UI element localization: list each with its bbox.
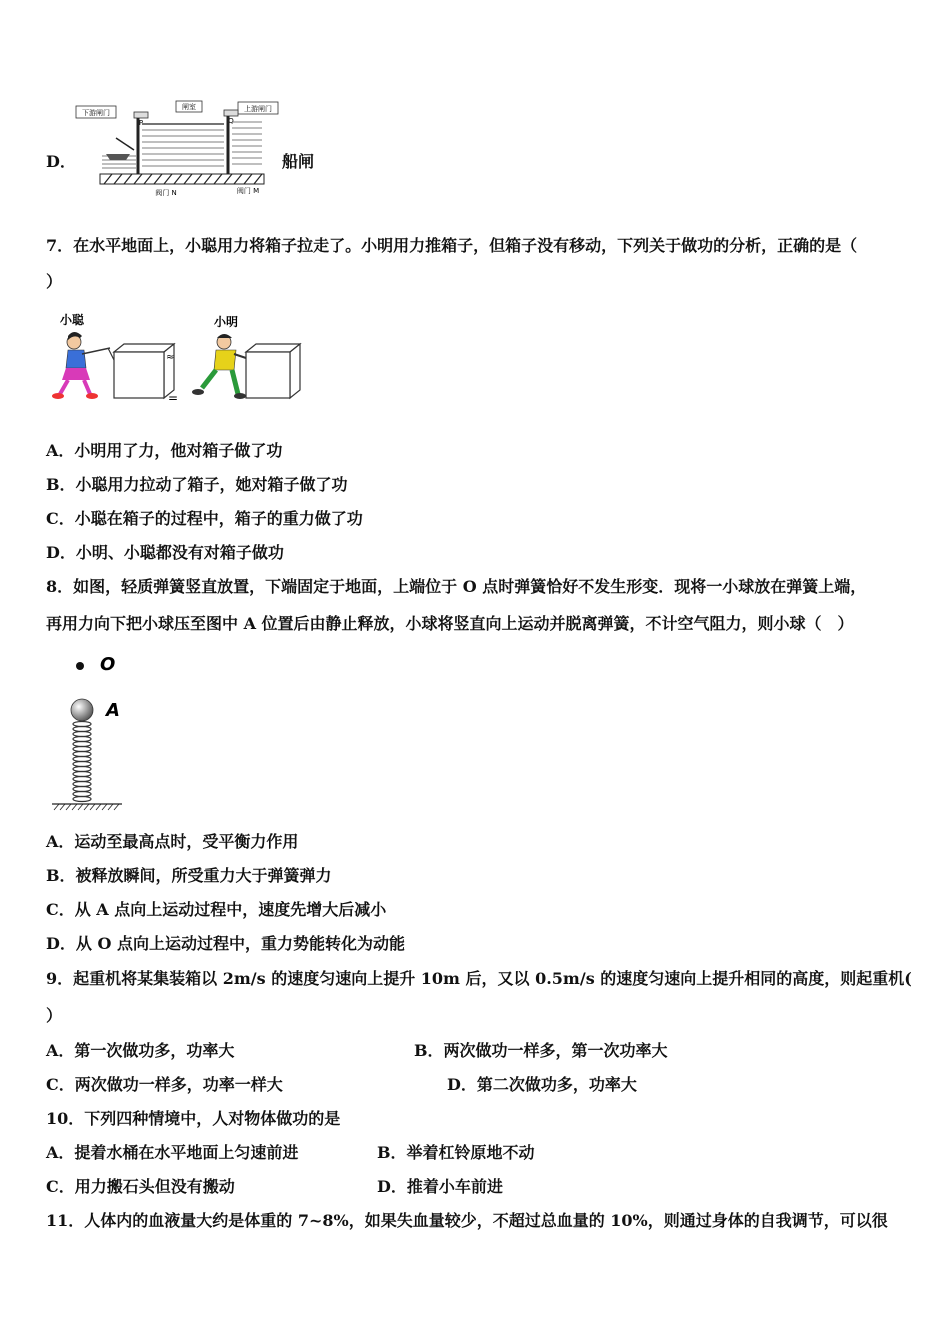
q9-option-c: C．两次做功一样多，功率一样大 (46, 1075, 283, 1094)
q8-option-c: C．从 A 点向上运动过程中，速度先增大后减小 (46, 900, 387, 919)
svg-text:≈: ≈ (166, 352, 175, 363)
q7-option-c: C．小聪在箱子的过程中，箱子的重力做了功 (46, 509, 363, 528)
q6-option-d-label: D． (46, 152, 76, 171)
q8-option-d: D．从 O 点向上运动过程中，重力势能转化为动能 (46, 934, 405, 953)
point-a-label: A (106, 700, 120, 721)
push-pull-figure (46, 310, 306, 404)
q10-option-d: D．推着小车前进 (377, 1177, 503, 1196)
q8-stem-line1: 8．如图，轻质弹簧竖直放置，下端固定于地面，上端位于 O 点时弹簧恰好不发生形变．现将一小球放在弹簧上端， (46, 577, 867, 596)
q10-option-b: B．举着杠铃原地不动 (377, 1143, 535, 1162)
q7-stem-line1: 7．在水平地面上，小聪用力将箱子拉走了。小明用力推箱子，但箱子没有移动，下列关于做功的分析，正确的是（ (46, 236, 858, 255)
q10-option-a: A．提着水桶在水平地面上匀速前进 (46, 1143, 299, 1162)
chamber-label: 闸室 (182, 103, 196, 111)
downstream-gate-label: 下游闸门 (82, 109, 110, 117)
boy-label: 小明 (214, 315, 239, 329)
spring-ball-figure (46, 648, 156, 812)
girl-label: 小聪 (60, 313, 85, 327)
q11-stem-line1: 11．人体内的血液量大约是体重的 7~8%，如果失血量较少，不超过总血量的 10%，则通过身体的自我调节，可以很 (46, 1211, 888, 1230)
q7-stem-line2: ） (46, 272, 63, 291)
q8-stem-line2: 再用力向下把小球压至图中 A 位置后由静止释放，小球将竖直向上运动并脱离弹簧，不计空气阻力，则小球（ ） (46, 614, 854, 633)
q6-option-d-caption: 船闸 (282, 152, 315, 171)
q10-option-c: C．用力搬石头但没有搬动 (46, 1177, 235, 1196)
q9-option-d: D．第二次做功多，功率大 (447, 1075, 637, 1094)
gate-q-label: Q (228, 117, 234, 125)
q9-option-a: A．第一次做功多，功率大 (46, 1041, 235, 1060)
ship-lock-figure (72, 98, 282, 198)
point-o-label: O (100, 654, 116, 675)
upstream-gate-label: 上游闸门 (244, 105, 272, 113)
valve-n-label: 阀门 N (155, 189, 177, 197)
q9-option-b: B．两次做功一样多，第一次功率大 (414, 1041, 668, 1060)
q8-option-b: B．被释放瞬间，所受重力大于弹簧弹力 (46, 866, 332, 885)
q9-stem-line1: 9．起重机将某集装箱以 2m/s 的速度匀速向上提升 10m 后，又以 0.5m/s 的速度匀速向上提升相同的高度，则起重机( (46, 969, 912, 988)
q7-option-b: B．小聪用力拉动了箱子，她对箱子做了功 (46, 475, 348, 494)
q7-option-d: D．小明、小聪都没有对箱子做功 (46, 543, 284, 562)
gate-p-label: P (138, 119, 144, 127)
q8-option-a: A．运动至最高点时，受平衡力作用 (46, 832, 299, 851)
q9-stem-line2: ） (46, 1006, 63, 1025)
q7-option-a: A．小明用了力，他对箱子做了功 (46, 441, 283, 460)
valve-m-label: 阀门 M (236, 187, 260, 195)
svg-text:=: = (168, 391, 179, 404)
q10-stem: 10．下列四种情境中，人对物体做功的是 (46, 1109, 341, 1128)
